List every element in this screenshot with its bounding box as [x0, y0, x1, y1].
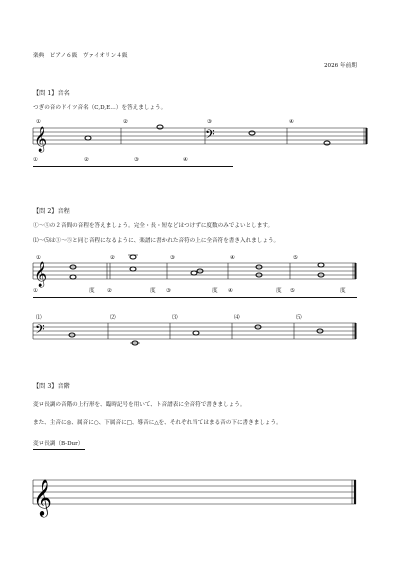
q2-answer-number: ② [107, 288, 113, 294]
q2-answer-number: ③ [166, 288, 172, 294]
bass-clef-icon: 𝄢 [35, 322, 45, 340]
q1-staff-number: ② [123, 119, 129, 125]
q2-staff-number: ② [110, 255, 116, 261]
q2-staff-number: ① [36, 255, 42, 261]
q2-heading: 【問 2】音程 [33, 208, 70, 215]
q1-instruction: つぎの音のドイツ音名（C,D,E…）を答えましょう。 [33, 105, 167, 111]
q2-bass-number: ⑴ [36, 315, 42, 321]
q2-instruction-2: ⑴～⑸は①～⑤と同じ音程になるように、楽譜に書かれた音符の上に全音符を書き入れましょう。 [33, 238, 280, 244]
treble-clef-icon: 𝄞 [33, 478, 52, 516]
q2-answer-number: ④ [228, 288, 234, 294]
q2-bass-number: ⑶ [172, 315, 178, 321]
scale-label: 変ロ長調（B-Dur） [33, 441, 84, 447]
q2-answer-number: ① [33, 288, 39, 294]
q1-staff-number: ④ [289, 119, 295, 125]
q3-instruction-2: また、主音に◎、属音に○、下属音に□、導音に△を、それぞれ当てはまる音の下に書きましょう。 [33, 420, 282, 426]
q3-heading: 【問 3】音階 [33, 383, 70, 390]
q1-answer-number: ① [33, 157, 39, 163]
q2-bass-number: ⑵ [110, 315, 116, 321]
q2-degree-label: 度 [276, 288, 282, 294]
treble-clef-icon: 𝄞 [34, 127, 48, 152]
q1-answer-number: ④ [183, 157, 189, 163]
treble-clef-icon: 𝄞 [34, 262, 48, 287]
q1-staff-number: ① [36, 119, 42, 125]
term-label: 2026 年前期 [324, 63, 357, 69]
bass-clef-icon: 𝄢 [205, 127, 215, 145]
q1-heading: 【問 1】音名 [33, 90, 70, 97]
header-title: 楽典 ピアノ６級 ヴァイオリン４級 [33, 53, 128, 59]
q1-answer-number: ③ [134, 157, 140, 163]
q2-staff-number: ③ [170, 255, 176, 261]
q1-staff-number: ③ [207, 119, 213, 125]
q2-degree-label: 度 [340, 288, 346, 294]
q2-degree-label: 度 [212, 288, 218, 294]
q2-bass-number: ⑸ [296, 315, 302, 321]
q2-degree-label: 度 [150, 288, 156, 294]
q2-staff-number: ⑤ [293, 255, 299, 261]
q2-answer-number: ⑤ [290, 288, 296, 294]
q2-degree-label: 度 [89, 288, 95, 294]
q3-instruction-1: 変ロ長調の音階の上行形を、臨時記号を用いて、ト音譜表に全音符で書きましょう。 [33, 402, 246, 408]
q1-answer-number: ② [84, 157, 90, 163]
q2-instruction-1: ①～⑤の２音間の音程を答えましょう。完全・長・短などはつけずに度数のみでよいとします。 [33, 223, 274, 229]
q2-bass-number: ⑷ [234, 315, 240, 321]
q2-staff-number: ④ [230, 255, 236, 261]
